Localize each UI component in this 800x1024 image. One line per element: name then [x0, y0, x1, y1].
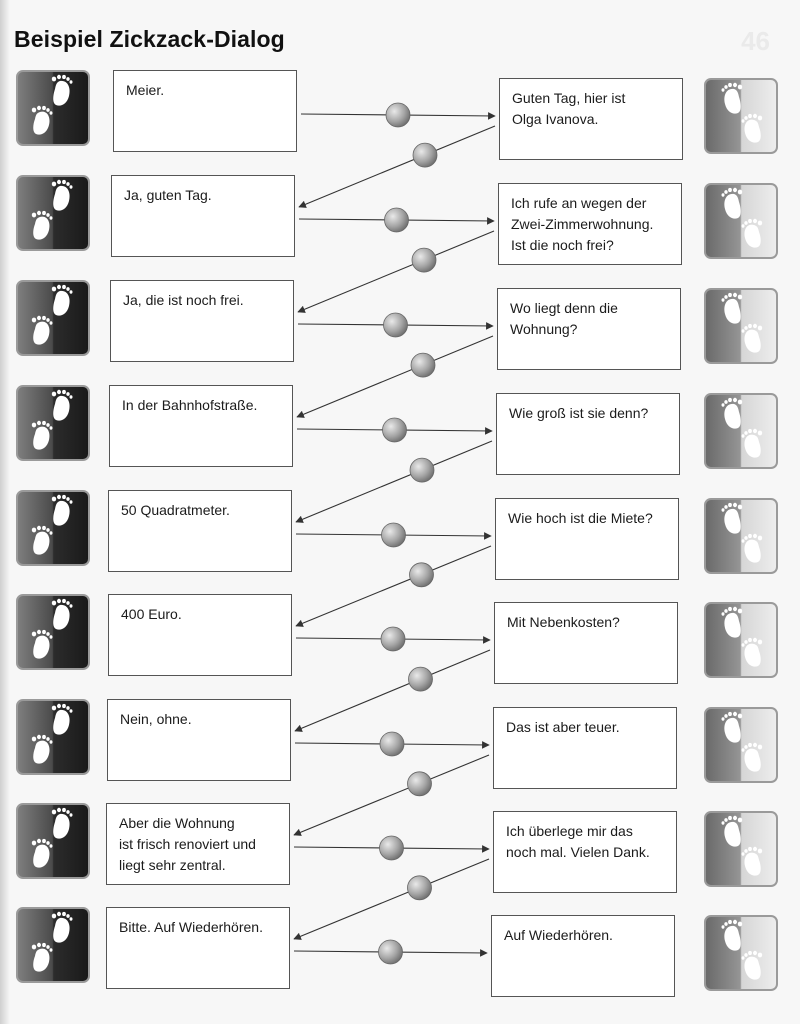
- footprints-icon: [704, 183, 778, 259]
- footprints-icon: [16, 594, 90, 670]
- footprints-icon: [704, 602, 778, 678]
- speaker-b-line: Ich rufe an wegen der Zwei-Zimmerwohnung. Ist die noch frei?: [498, 183, 682, 265]
- footprints-icon: [704, 707, 778, 783]
- speaker-b-line: Mit Nebenkosten?: [494, 602, 678, 684]
- speaker-b-line: Guten Tag, hier ist Olga Ivanova.: [499, 78, 683, 160]
- footprints-icon: [704, 915, 778, 991]
- dialog-row: [0, 594, 800, 698]
- page-title: Beispiel Zickzack-Dialog: [14, 26, 285, 52]
- speaker-a-line: Nein, ohne.: [107, 699, 291, 781]
- dialog-row: [0, 490, 800, 594]
- speaker-a-line: Bitte. Auf Wiederhören.: [106, 907, 290, 989]
- speaker-b-line: Ich überlege mir das noch mal. Vielen Dank.: [493, 811, 677, 893]
- speaker-b-line: Wo liegt denn die Wohnung?: [497, 288, 681, 370]
- footprints-icon: [16, 175, 90, 251]
- dialog-row: [0, 70, 800, 174]
- footprints-icon: [16, 280, 90, 356]
- footprints-icon: [704, 498, 778, 574]
- dialog-row: [0, 280, 800, 384]
- footprints-icon: [16, 385, 90, 461]
- speaker-a-line: Aber die Wohnung ist frisch renoviert und liegt sehr zentral.: [106, 803, 290, 885]
- dialog-row: [0, 699, 800, 803]
- speaker-a-line: Ja, die ist noch frei.: [110, 280, 294, 362]
- footprints-icon: [704, 393, 778, 469]
- speaker-a-line: Meier.: [113, 70, 297, 152]
- speaker-b-line: Das ist aber teuer.: [493, 707, 677, 789]
- speaker-b-line: Wie hoch ist die Miete?: [495, 498, 679, 580]
- dialog-row: [0, 907, 800, 1011]
- footprints-icon: [16, 699, 90, 775]
- footprints-icon: [704, 811, 778, 887]
- speaker-a-line: Ja, guten Tag.: [111, 175, 295, 257]
- speaker-b-line: Wie groß ist sie denn?: [496, 393, 680, 475]
- footprints-icon: [16, 490, 90, 566]
- dialog-row: [0, 385, 800, 489]
- speaker-a-line: 400 Euro.: [108, 594, 292, 676]
- speaker-a-line: 50 Quadratmeter.: [108, 490, 292, 572]
- speaker-b-line: Auf Wiederhören.: [491, 915, 675, 997]
- speaker-a-line: In der Bahnhofstraße.: [109, 385, 293, 467]
- dialog-row: [0, 175, 800, 279]
- footprints-icon: [16, 803, 90, 879]
- footprints-icon: [704, 288, 778, 364]
- footprints-icon: [16, 907, 90, 983]
- dialog-row: [0, 803, 800, 907]
- footprints-icon: [704, 78, 778, 154]
- footprints-icon: [16, 70, 90, 146]
- page-number: 46: [741, 26, 770, 56]
